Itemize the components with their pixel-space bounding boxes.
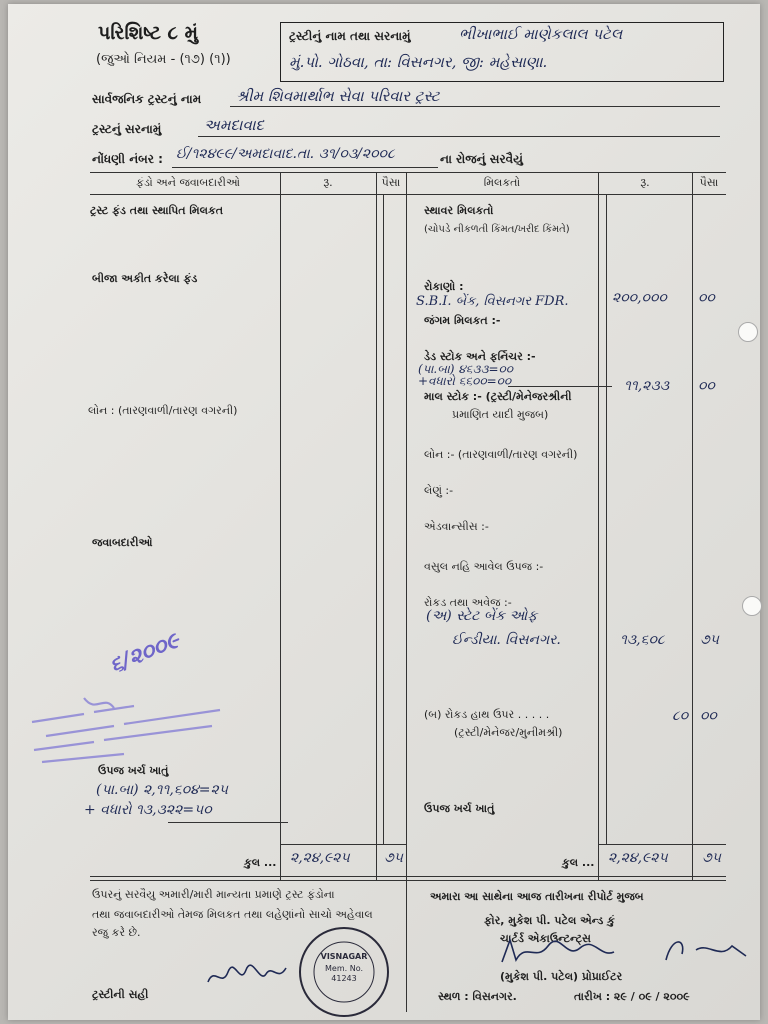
trustee-address: મું.પો. ગોઠવા, તા: વિસનગર, જી: મહેસાણા. [289, 53, 548, 71]
stock-note: પ્રમાણિત યાદી મુજબ) [452, 408, 549, 421]
right-row-investments: રોકાણો : [424, 280, 464, 293]
total-paise-left: ૭૫ [384, 850, 403, 866]
total-rupees-left: ૨,૨૪,૯૨૫ [290, 850, 350, 866]
right-row-unrealized: વસુલ નહિ આવેલ ઉપજ :- [424, 560, 544, 573]
total-top-right [598, 844, 726, 845]
right-row-fixed-assets: સ્થાવર મિલકતો [424, 204, 494, 217]
right-row-loans: લોન :- (તારણવાળી/તારણ વગરની) [424, 448, 578, 461]
income-expense-label: ઉપજ ખર્ચ ખાતું [98, 764, 169, 777]
total-paise-right: ૭૫ [702, 850, 721, 866]
furniture-opening: (પા.બા) ૪૬૩૩=૦૦ [418, 362, 513, 376]
investment-rupees: ૨૦૦,૦૦૦ [612, 290, 667, 306]
declaration-line-1: ઉપરનું સરવૈયુ અમારી/મારી માન્યતા પ્રમાણે ટ્રસ્ટ ફંડોના [92, 888, 335, 901]
cash-in-hand-note: (ટ્રસ્ટી/મેનેજર/મુનીમશ્રી) [454, 726, 563, 739]
total-label-right: કુલ ... [562, 856, 595, 869]
table-bottom-border-2 [90, 880, 726, 881]
col-divider-4 [598, 172, 599, 880]
trustee-box [280, 22, 724, 82]
trust-address-underline [198, 136, 720, 137]
col-divider-5 [692, 172, 693, 880]
cash-in-hand: (બ) રોકડ હાથ ઉપર . . . . . [424, 708, 550, 721]
col-inner-right [606, 194, 607, 844]
bank-paise: ૭૫ [700, 632, 719, 648]
reg-suffix: ના રોજનું સરવૈયું [440, 152, 523, 166]
stamp-number: ૬/૨૦૦૯ [105, 627, 184, 679]
right-row-cash: રોકડ તથા અવેજ :- [424, 596, 512, 609]
col-divider-2 [376, 172, 377, 880]
trust-name: શ્રીમ શિવમાર્થાભ સેવા પરિવાર ટ્રસ્ટ [236, 87, 440, 105]
place: સ્થળ : વિસનગર. [438, 990, 517, 1003]
report-reference: અમારા આ સાથેના આજ તારીખના રીપોર્ટ મુજબ [430, 890, 644, 903]
bank-line-1: (અ) સ્ટેટ બેંક ઓફ [426, 608, 538, 624]
income-underline [168, 822, 288, 823]
right-row-movable: જંગમ મિલકત :- [424, 314, 501, 327]
table-top-border [90, 172, 726, 173]
investment-detail: S.B.I. બેંક, વિસનગર FDR. [416, 294, 569, 309]
col-inner-left [383, 194, 384, 844]
cash-rupees: ૮૦ [672, 708, 689, 724]
furniture-paise: ૦૦ [698, 378, 715, 394]
right-row-receivables: લેણું :- [424, 484, 454, 497]
bank-line-2: ઈન્ડીયા. વિસનગર. [452, 632, 561, 648]
auditor-signature [496, 932, 752, 972]
punch-hole-top [738, 322, 758, 342]
col-header-paise-right: પૈસા [699, 176, 719, 189]
reg-value: ઈ/૧૨૪૯૯/અમદાવાદ.તા. ૩૧/૦૩/૨૦૦૮ [176, 146, 395, 162]
trust-address: અમદાવાદ [204, 116, 264, 134]
total-label-left: કુલ ... [244, 856, 277, 869]
trustee-signature [204, 960, 290, 990]
right-row-furniture: ડેડ સ્ટોક અને ફર્નિચર :- [424, 350, 536, 363]
firm-name: ફોર, મુકેશ પી. પટેલ એન્ડ કું [484, 914, 615, 927]
seal-city: VISNAGAR [320, 952, 368, 961]
table-header-border [90, 194, 726, 195]
furniture-rupees: ૧૧,૨૩૩ [624, 378, 670, 394]
trustee-label: ટ્રસ્ટીનું નામ તથા સરનામું [289, 29, 411, 43]
trustee-signature-label: ટ્રસ્ટીની સહી [92, 988, 149, 1001]
declaration-line-3: રજુ કરે છે. [92, 926, 141, 939]
bank-rupees: ૧૩,૬૦૮ [620, 632, 665, 648]
right-row-fixed-note: (ચોપડે નીકળતી કિંમત/ખરીદ કિંમતે) [424, 224, 570, 235]
rule-reference: (જુઓ નિયમ - (૧૭) (૧)) [96, 52, 231, 67]
left-row-trust-fund: ટ્રસ્ટ ફંડ તથા સ્થાપિત મિલકત [90, 204, 224, 217]
punch-hole-bottom [742, 596, 762, 616]
left-row-loans: લોન : (તારણવાળી/તારણ વગરની) [88, 404, 238, 417]
col-divider-3 [406, 172, 407, 1012]
reg-underline [172, 167, 438, 168]
right-row-stock: માલ સ્ટોક :- (ટ્રસ્ટી/મેનેજરશ્રીની [424, 390, 572, 403]
income-opening: (પા.બા) ૨,૧૧,૬૦૪=૨૫ [96, 782, 228, 798]
reg-label: નોંધણી નંબર : [92, 152, 163, 166]
trust-address-label: ટ્રસ્ટનું સરનામું [92, 122, 162, 136]
proprietor-name: (મુકેશ પી. પટેલ) પ્રોપ્રાઈટર [500, 970, 623, 983]
furniture-underline [508, 386, 612, 387]
declaration-line-2: તથા જવાબદારીઓ તેમજ મિલકત તથા લહેણાંનો સાચો અહેવાલ [92, 908, 373, 921]
trust-name-label: સાર્વજનિક ટ્રસ્ટનું નામ [92, 92, 202, 106]
total-rupees-right: ૨,૨૪,૯૨૫ [608, 850, 668, 866]
left-row-liabilities: જવાબદારીઓ [92, 536, 153, 549]
col-header-paise-left: પૈસા [381, 176, 401, 189]
income-surplus: + વધારો ૧૩,૩૨૨=૫૦ [84, 802, 212, 818]
furniture-addition: +વધારો ૬૬૦૦=૦૦ [418, 374, 512, 388]
seal-mem-label: Mem. No. [325, 964, 363, 973]
investment-paise: ૦૦ [698, 290, 715, 306]
right-row-advances: એડવાન્સીસ :- [424, 520, 489, 533]
trust-name-underline [230, 106, 720, 107]
right-row-income-expense: ઉપજ ખર્ચ ખાતું [424, 802, 495, 815]
report-date: તારીખ : ૨૯ / ૦૯ / ૨૦૦૯ [574, 990, 690, 1003]
trustee-name: ભીખાભાઈ માણેકલાલ પટેલ [459, 25, 623, 43]
col-header-rs-left: રૂ. [323, 176, 333, 189]
table-bottom-border [90, 876, 726, 877]
col-header-funds: ફંડો અને જવાબદારીઓ [136, 176, 240, 189]
purple-rubber-stamp [24, 694, 234, 768]
document-page [8, 4, 760, 1020]
col-header-assets: મિલકતો [483, 176, 521, 189]
cash-paise: ૦૦ [700, 708, 717, 724]
col-header-rs-right: રૂ. [640, 176, 650, 189]
total-top-left [280, 844, 406, 845]
form-title: પરિશિષ્ટ ૮ મું [98, 22, 199, 44]
seal-mem-number: 41243 [331, 974, 357, 983]
left-row-other-funds: બીજા અકીત કરેલા ફંડ [92, 272, 198, 285]
col-divider-1 [280, 172, 281, 880]
ca-title: ચાર્ટર્ડ એકાઉન્ટન્ટ્સ [500, 932, 591, 945]
